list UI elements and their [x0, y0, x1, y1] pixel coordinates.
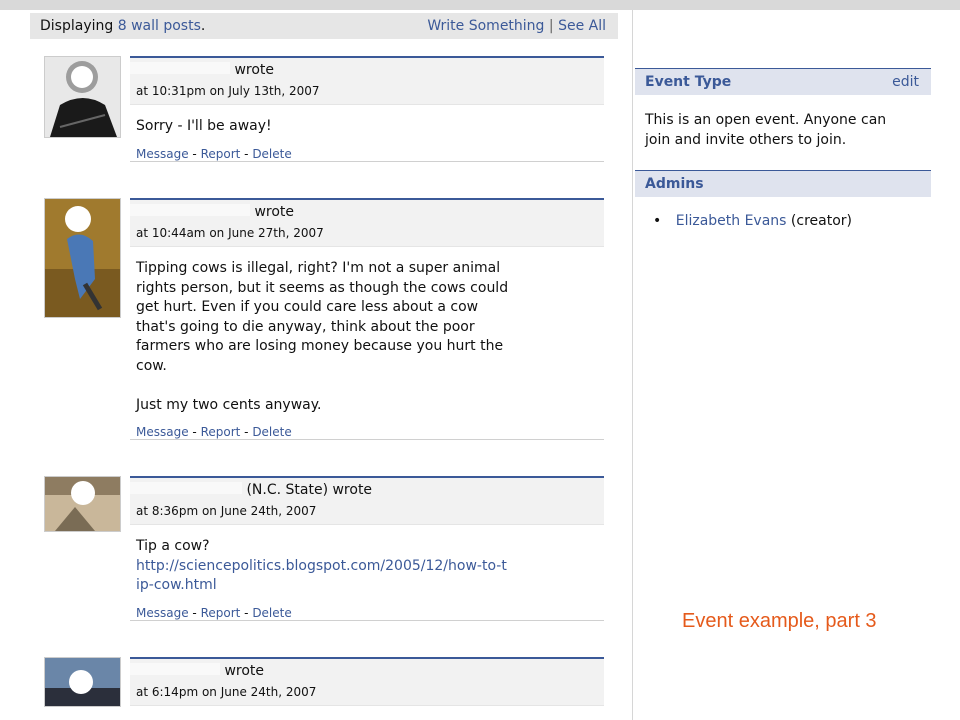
wall-post [44, 56, 604, 182]
post-date: at 10:31pm on July 13th, 2007 [136, 84, 320, 98]
event-type-header [635, 68, 931, 95]
post-date: at 10:44am on June 27th, 2007 [136, 226, 324, 240]
post-body [130, 657, 604, 706]
edit-link[interactable]: edit [892, 74, 919, 90]
admin-name-link[interactable]: Elizabeth Evans [675, 213, 787, 229]
event-type-title: Event Type [645, 74, 732, 90]
post-actions: Message - Report - Delete [136, 146, 292, 161]
author-suffix: wrote [234, 62, 275, 78]
avatar[interactable] [44, 198, 121, 318]
post-author [130, 204, 294, 220]
wall-header-actions [427, 13, 606, 39]
post-actions: Message - Report - Delete [136, 425, 292, 439]
report-link[interactable]: Report [200, 425, 241, 439]
admins-list [653, 213, 852, 229]
display-prefix: Displaying [40, 18, 114, 34]
post-actions: Message - Report - Delete [136, 605, 292, 620]
wall-section [30, 10, 618, 720]
post-author [130, 482, 372, 498]
redacted-name [130, 663, 220, 675]
message-line: cow. [136, 357, 167, 374]
wall-post [44, 198, 604, 460]
post-body [130, 476, 604, 620]
admin-role: (creator) [790, 213, 852, 229]
post-author [130, 663, 264, 679]
redacted-name [130, 204, 250, 216]
post-message [130, 525, 526, 596]
redacted-name [130, 482, 242, 494]
wall-count-label [40, 13, 205, 39]
delete-link[interactable]: Delete [252, 605, 292, 620]
post-message [130, 247, 526, 415]
message-line: that's going to die anyway, think about the poor [136, 318, 475, 335]
post-header [130, 476, 604, 525]
admins-header [635, 170, 931, 197]
bullet-icon: • [653, 213, 662, 229]
wall-post [44, 476, 604, 648]
message-link[interactable]: Message [136, 146, 189, 161]
post-divider [130, 161, 604, 162]
post-header [130, 56, 604, 105]
post-divider [130, 620, 604, 621]
message-line: get hurt. Even if you could care less about a cow [136, 299, 479, 315]
admins-title: Admins [645, 176, 704, 192]
display-suffix: . [200, 18, 206, 34]
post-body [130, 56, 604, 161]
event-type-text: This is an open event. Anyone can join and invite others to join. [645, 112, 887, 148]
wall-count-link[interactable]: 8 wall posts [117, 18, 201, 34]
redacted-name [130, 62, 230, 74]
message-link[interactable]: Message [136, 425, 189, 439]
message-line: rights person, but it seems as though the cows could [136, 279, 509, 296]
caption: Event example, part 3 [682, 610, 877, 632]
avatar[interactable] [44, 657, 121, 707]
post-message: Sorry - I'll be away! [136, 118, 272, 134]
post-divider [130, 439, 604, 440]
author-suffix: (N.C. State) wrote [246, 482, 373, 498]
wall-post [44, 657, 604, 720]
post-header [130, 657, 604, 706]
blank-line [136, 376, 526, 396]
report-link[interactable]: Report [200, 605, 241, 620]
post-body [130, 198, 604, 439]
post-author [130, 62, 274, 78]
post-date: at 8:36pm on June 24th, 2007 [136, 504, 317, 518]
see-all-link[interactable]: See All [558, 18, 606, 34]
separator: | [548, 18, 554, 34]
message-link[interactable]: Message [136, 605, 189, 620]
delete-link[interactable]: Delete [252, 425, 292, 439]
post-header [130, 198, 604, 247]
message-line: Tipping cows is illegal, right? I'm not a super animal [136, 260, 501, 276]
message-link-url[interactable]: http://sciencepolitics.blogspot.com/2005/12/how-to-t [136, 557, 507, 574]
post-date: at 6:14pm on June 24th, 2007 [136, 685, 317, 699]
author-suffix: wrote [254, 204, 295, 220]
message-line: farmers who are losing money because you hurt the [136, 338, 504, 354]
avatar[interactable] [44, 476, 121, 532]
avatar[interactable] [44, 56, 121, 138]
message-line: Tip a cow? [136, 538, 210, 554]
report-link[interactable]: Report [200, 146, 241, 161]
message-link-url[interactable]: ip-cow.html [136, 577, 217, 593]
wall-header [30, 13, 618, 39]
author-suffix: wrote [224, 663, 265, 679]
delete-link[interactable]: Delete [252, 146, 292, 161]
write-something-link[interactable]: Write Something [427, 18, 545, 34]
message-line: Just my two cents anyway. [136, 396, 322, 413]
